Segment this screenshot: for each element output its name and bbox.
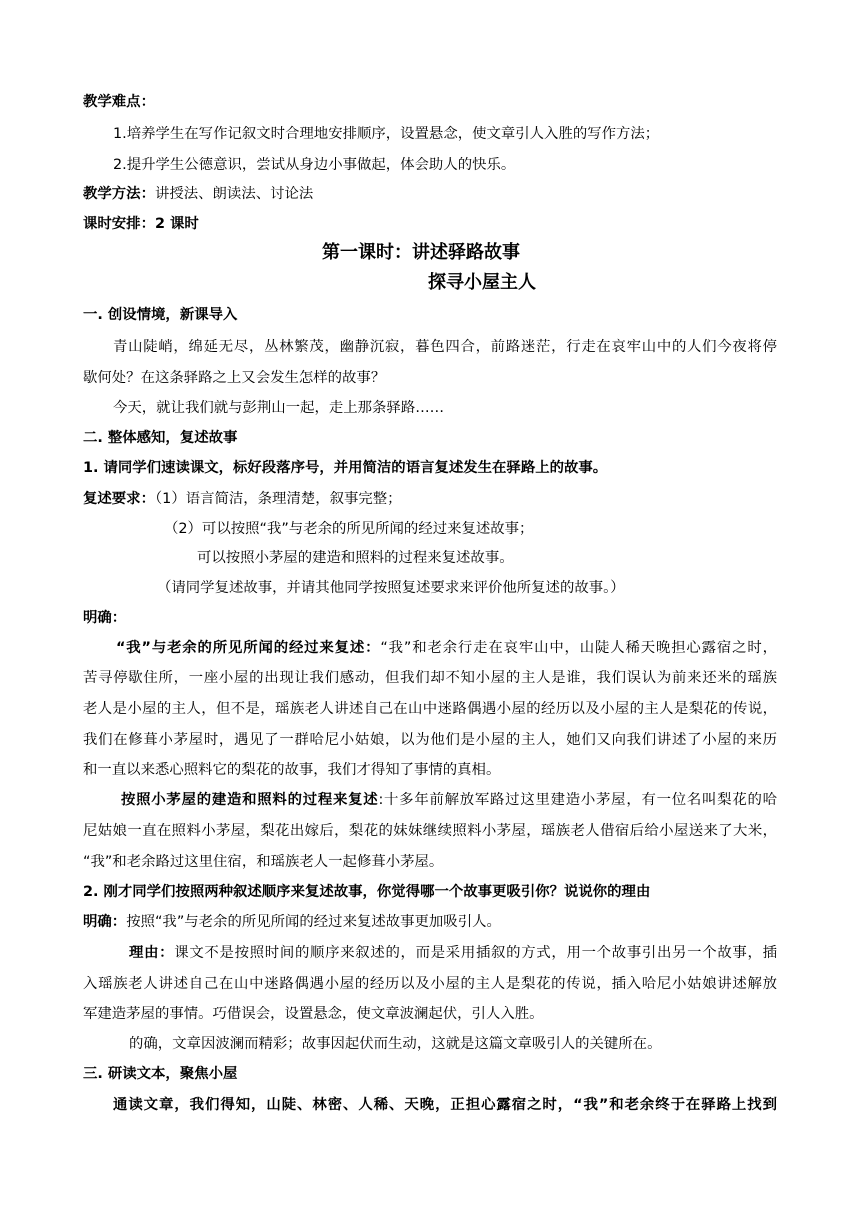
question-1: 1. 请同学们速读课文，标好段落序号，并用简洁的语言复述发生在驿路上的故事。 — [83, 460, 608, 476]
lesson-title-line-2: 探寻小屋主人 — [428, 272, 536, 293]
answer-1-line-4: 我们在修葺小茅屋时，遇见了一群哈尼小姑娘，以为他们是小屋的主人，她们又向我们讲述了小屋的来历 — [83, 732, 777, 748]
answer-1-line-5: 和一直以来悉心照料它的梨花的故事，我们才得知了事情的真相。 — [83, 762, 501, 778]
section-1-paragraph-1-line-2: 歇何处？在这条驿路之上又会发生怎样的故事？ — [83, 370, 386, 386]
section-1-paragraph-2: 今天，就让我们就与彭荆山一起，走上那条驿路…… — [113, 400, 444, 416]
reason-line-3: 军建造茅屋的事情。巧借误会，设置悬念，使文章波澜起伏，引人入胜。 — [83, 1006, 544, 1022]
answer-1-text-1: “我”和老余行走在哀牢山中，山陡人稀天晚担心露宿之时， — [380, 640, 777, 656]
answer-2-heading: 按照小茅屋的建造和照料的过程来复述 — [121, 792, 379, 808]
answer-2-line-1 — [121, 790, 777, 810]
answer-2-text-1: :十多年前解放军路过这里建造小茅屋，有一位名叫梨花的哈 — [378, 792, 777, 808]
reason-text-1: 课文不是按照时间的顺序来叙述的，而是采用插叙的方式，用一个故事引出另一个故事，插 — [174, 945, 777, 961]
section-3-heading: 三. 研读文本，聚焦小屋 — [83, 1066, 238, 1082]
methods-value: 讲授法、朗读法、讨论法 — [154, 186, 314, 202]
requirements-line-1 — [83, 489, 402, 509]
reason-label: 理由： — [129, 945, 175, 961]
reason-line-1 — [129, 943, 777, 963]
methods-line — [83, 184, 313, 204]
difficulty-label: 教学难点： — [83, 94, 155, 110]
methods-label: 教学方法： — [83, 186, 155, 202]
answer-2-line-2: 尼姑娘一直在照料小茅屋，梨花出嫁后，梨花的妹妹继续照料小茅屋，瑶族老人借宿后给小屋送来了大米， — [83, 823, 777, 839]
section-1-heading: 一. 创设情境，新课导入 — [83, 307, 238, 323]
requirements-label: 复述要求： — [83, 491, 155, 507]
requirement-1: （1）语言简洁，条理清楚，叙事完整； — [154, 491, 402, 507]
answer-2-line-3: “我”和老余路过这里住宿，和瑶族老人一起修葺小茅屋。 — [83, 854, 444, 870]
question-2-clarify — [83, 912, 501, 932]
requirements-note: （请同学复述故事，并请其他同学按照复述要求来评价他所复述的故事。） — [157, 580, 625, 596]
reason-line-2: 入瑶族老人讲述自己在山中迷路偶遇小屋的经历以及小屋的主人是梨花的传说，插入哈尼小姑娘讲述解放 — [83, 976, 777, 992]
schedule-label: 课时安排： — [83, 216, 155, 232]
lesson-title-line-1: 第一课时：讲述驿路故事 — [322, 242, 520, 263]
schedule-value: 2 课时 — [154, 216, 199, 232]
difficulty-item-1: 1.培养学生在写作记叙文时合理地安排顺序，设置悬念，使文章引人入胜的写作方法； — [113, 126, 660, 142]
schedule-line — [83, 214, 199, 234]
question-2: 2. 刚才同学们按照两种叙述顺序来复述故事，你觉得哪一个故事更吸引你？说说你的理由 — [83, 884, 651, 900]
section-2-heading: 二. 整体感知，复述故事 — [83, 430, 238, 446]
answer-1-heading: “我”与老余的所见所闻的经过来复述： — [116, 640, 381, 656]
question-2-clarify-text: 按照“我”与老余的所见所闻的经过来复述故事更加吸引人。 — [126, 914, 501, 930]
difficulty-item-2: 2.提升学生公德意识，尝试从身边小事做起，体会助人的快乐。 — [113, 157, 516, 173]
conclusion: 的确，文章因波澜而精彩；故事因起伏而生动，这就是这篇文章吸引人的关键所在。 — [129, 1036, 662, 1052]
answer-1-line-3: 老人是小屋的主人，但不是，瑶族老人讲述自己在山中迷路偶遇小屋的经历以及小屋的主人是梨花的传说， — [83, 701, 777, 717]
answer-1-line-1 — [116, 638, 777, 658]
requirement-3: 可以按照小茅屋的建造和照料的过程来复述故事。 — [197, 550, 514, 566]
answer-1-line-2: 苦寻停歇住所，一座小屋的出现让我们感动，但我们却不知小屋的主人是谁，我们误认为前来还米的瑶族 — [83, 670, 777, 686]
clarify-label: 明确： — [83, 610, 127, 626]
requirement-2: （2）可以按照“我”与老余的所见所闻的经过来复述故事； — [164, 521, 534, 537]
section-1-paragraph-1-line-1: 青山陡峭，绵延无尽，丛林繁茂，幽静沉寂，暮色四合，前路迷茫，行走在哀牢山中的人们今夜将停 — [113, 339, 777, 355]
question-2-clarify-label: 明确： — [83, 914, 127, 930]
section-3-paragraph-1: 通读文章，我们得知，山陡、林密、人稀、天晚，正担心露宿之时，“我”和老余终于在驿路上找到 — [113, 1097, 777, 1113]
